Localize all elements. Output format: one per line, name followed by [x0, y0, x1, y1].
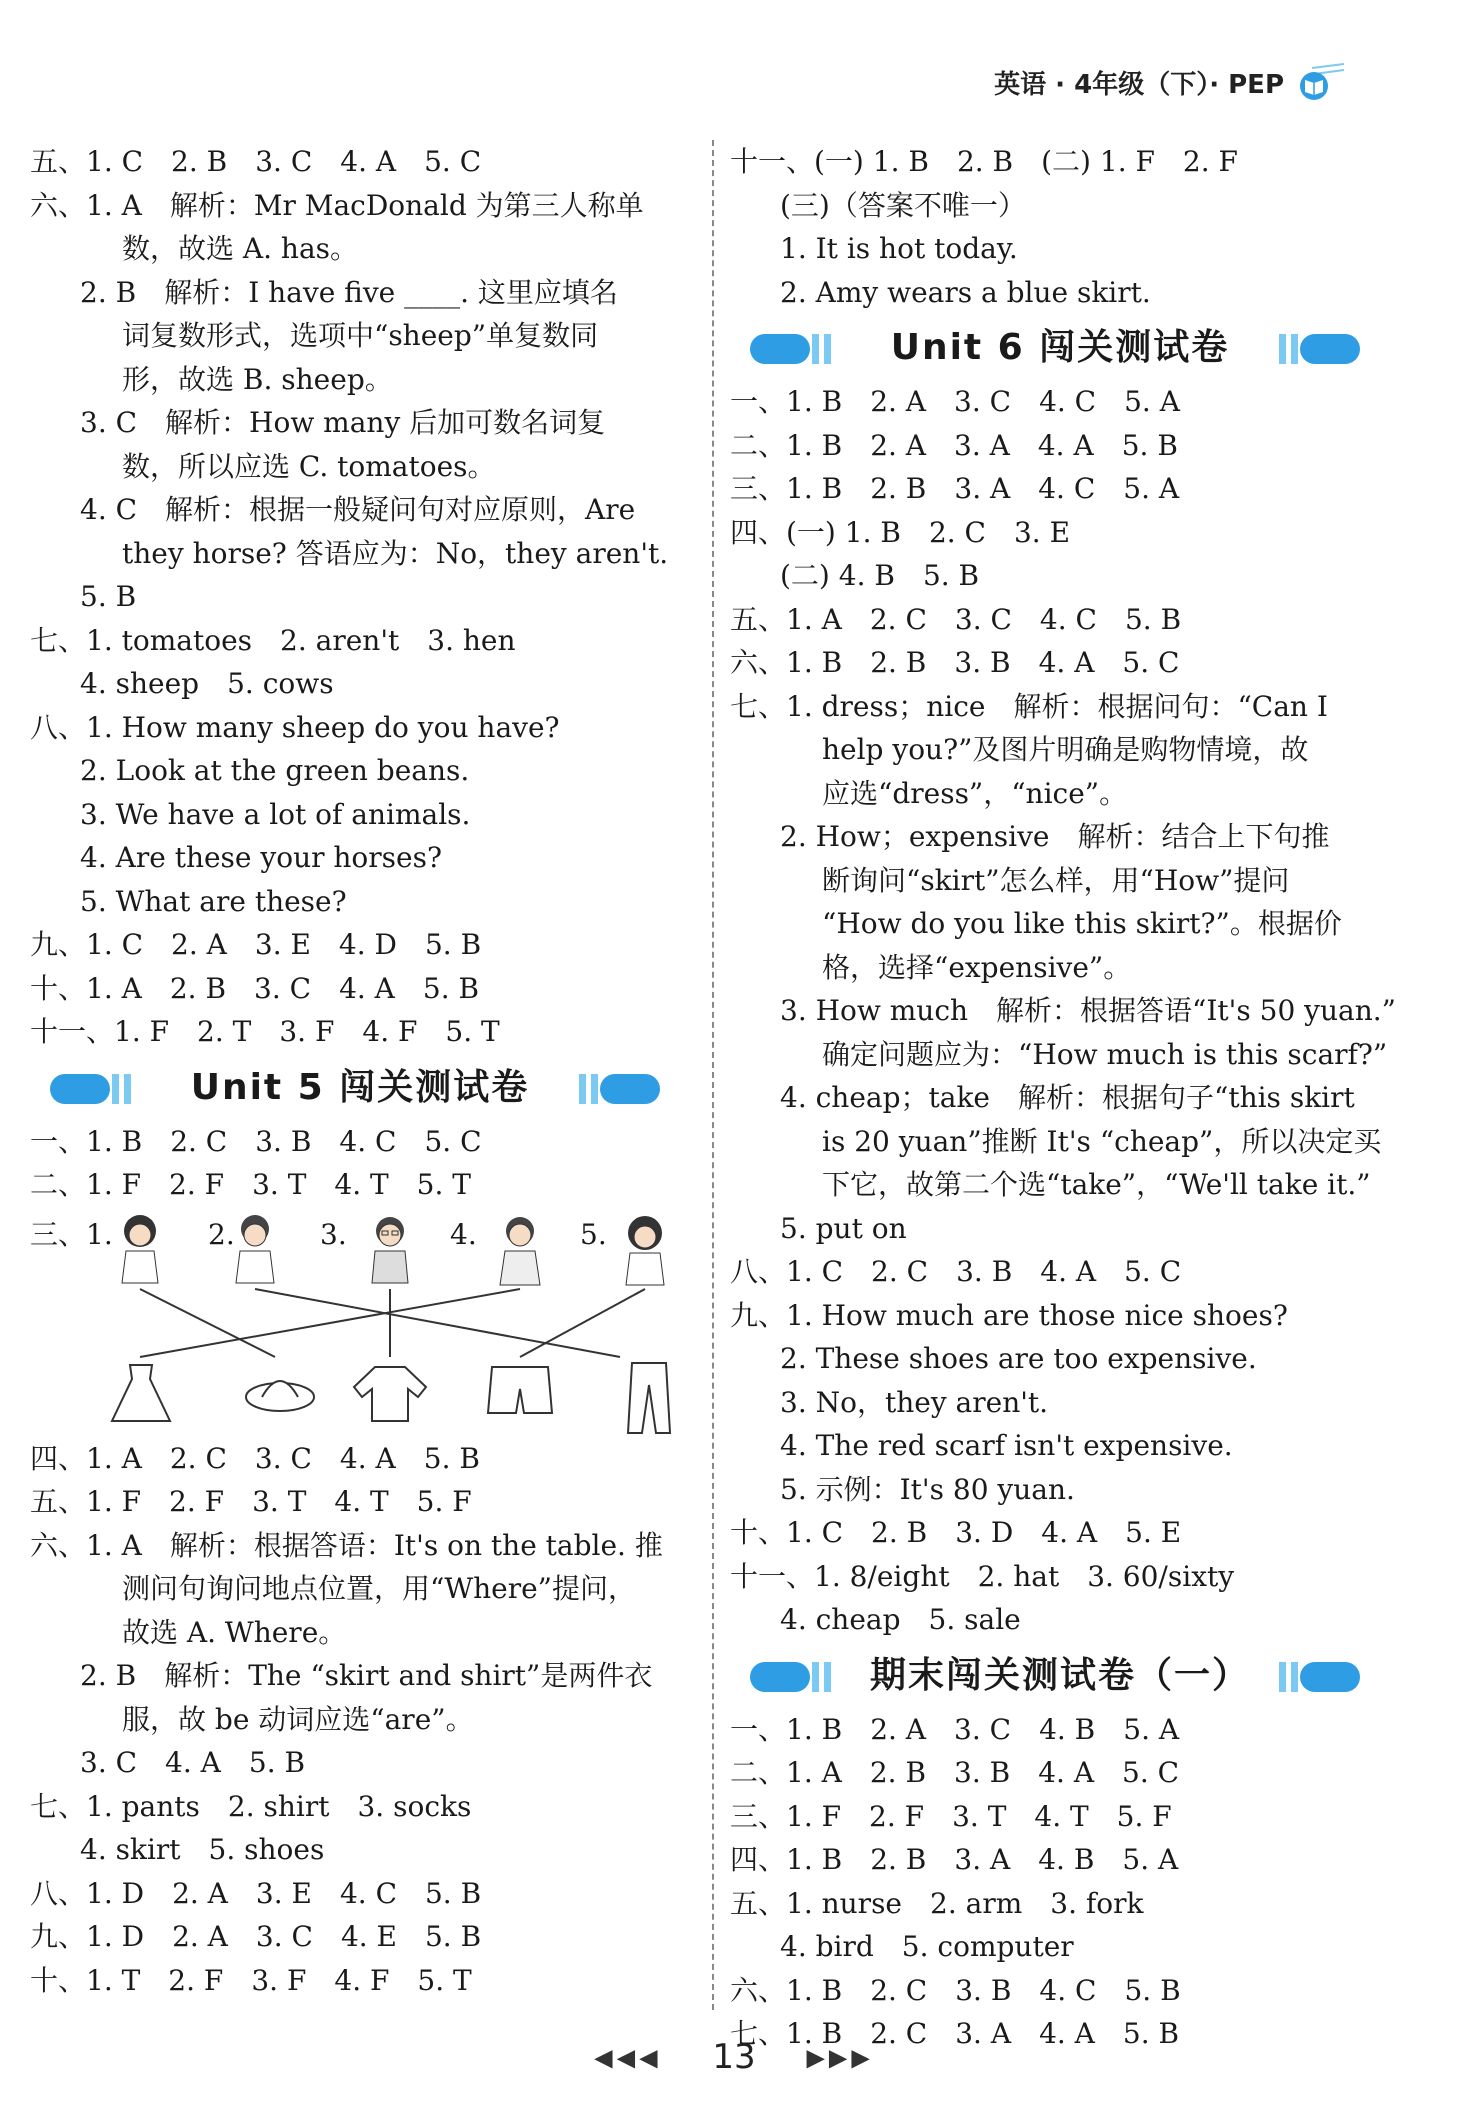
answer-line: 4. bird 5. computer: [780, 1930, 1074, 1963]
answer-line: 4. sheep 5. cows: [80, 667, 334, 700]
answer-line: 九、1. D 2. A 3. C 4. E 5. B: [30, 1920, 482, 1953]
answer-line: 三、1. F 2. F 3. T 4. T 5. F: [730, 1799, 1172, 1833]
answer-line: 四、1. A 2. C 3. C 4. A 5. B: [30, 1441, 480, 1475]
answer-line: 3. C 解析：How many 后加可数名词复: [80, 406, 606, 439]
shorts-icon: [488, 1367, 552, 1413]
answer-line: 六、1. A 解析：Mr MacDonald 为第三人称单: [30, 188, 644, 222]
answer-line: help you?”及图片明确是购物情境，故: [822, 733, 1309, 766]
answer-line: 下它，故第二个选“take”，“We'll take it.”: [822, 1168, 1371, 1201]
answer-line: 4. C 解析：根据一般疑问句对应原则，Are: [80, 493, 636, 526]
answer-line: 七、1. B 2. C 3. A 4. A 5. B: [730, 2017, 1180, 2050]
answer-line: 测问句询问地点位置，用“Where”提问，: [122, 1572, 636, 1605]
answer-line: 一、1. B 2. C 3. B 4. C 5. C: [30, 1124, 482, 1158]
matching-exercise: [30, 1207, 690, 1437]
answer-line: 五、1. F 2. F 3. T 4. T 5. F: [30, 1485, 472, 1518]
answer-line: 5. 示例：It's 80 yuan.: [780, 1472, 1075, 1506]
answer-line: 3. No，they aren't.: [780, 1385, 1049, 1419]
answer-line: 五、1. A 2. C 3. C 4. C 5. B: [730, 602, 1182, 636]
answer-line: 4. cheap 5. sale: [780, 1603, 1021, 1636]
answer-line: 4. The red scarf isn't expensive.: [780, 1429, 1233, 1462]
answer-line: 十、1. A 2. B 3. C 4. A 5. B: [30, 971, 480, 1005]
page-footer: [0, 2036, 1468, 2078]
answer-line: (二) 4. B 5. B: [780, 559, 980, 592]
answer-line: 八、1. How many sheep do you have?: [30, 710, 560, 744]
answer-line: 3. We have a lot of animals.: [80, 797, 471, 831]
answer-line: 八、1. C 2. C 3. B 4. A 5. C: [730, 1255, 1182, 1288]
match-number: 2.: [208, 1217, 235, 1251]
answer-line: 二、1. F 2. F 3. T 4. T 5. T: [30, 1168, 471, 1201]
answer-line: 4. skirt 5. shoes: [80, 1833, 325, 1866]
answer-line: 3. How much 解析：根据答语“It's 50 yuan.”: [780, 994, 1396, 1027]
answer-line: 3. C 4. A 5. B: [80, 1746, 306, 1779]
hat-icon: [246, 1381, 314, 1411]
page-header: [994, 62, 1346, 102]
answer-line: 2. These shoes are too expensive.: [780, 1342, 1257, 1375]
answer-line: 六、1. B 2. C 3. B 4. C 5. B: [730, 1973, 1181, 2007]
answer-line: 五、1. nurse 2. arm 3. fork: [730, 1886, 1144, 1920]
match-number: 4.: [450, 1217, 477, 1251]
final-exam-title: 期末闯关测试卷（一）: [869, 1654, 1250, 1696]
match-number: 三、1.: [30, 1217, 113, 1251]
answer-line: 七、1. pants 2. shirt 3. socks: [30, 1789, 472, 1823]
answer-line: 格，选择“expensive”。: [822, 950, 1132, 984]
answer-line: 四、1. B 2. B 3. A 4. B 5. A: [730, 1843, 1179, 1876]
answer-line: 十、1. T 2. F 3. F 4. F 5. T: [30, 1963, 472, 1997]
answer-line: 2. How；expensive 解析：结合上下句推: [780, 820, 1330, 853]
header-title: 英语 · 4年级（下）· PEP: [994, 69, 1284, 100]
answer-line: 六、1. B 2. B 3. B 4. A 5. C: [730, 646, 1180, 679]
answer-line: 5. B: [80, 580, 137, 613]
unit6-banner: [730, 320, 1390, 376]
answer-line: 十一、(一) 1. B 2. B (二) 1. F 2. F: [730, 145, 1238, 178]
answer-line: 断询问“skirt”怎么样，用“How”提问: [822, 863, 1290, 897]
answer-line: 2. Amy wears a blue skirt.: [780, 275, 1151, 309]
answer-line: 一、1. B 2. A 3. C 4. C 5. A: [730, 385, 1180, 418]
answer-line: 十、1. C 2. B 3. D 4. A 5. E: [730, 1516, 1182, 1549]
page-number: 13: [712, 2037, 756, 2077]
unit5-title: Unit 5 闯关测试卷: [190, 1066, 530, 1108]
answer-line: 五、1. C 2. B 3. C 4. A 5. C: [30, 145, 482, 178]
answer-line: 应选“dress”，“nice”。: [822, 776, 1128, 810]
answer-line: 七、1. dress；nice 解析：根据问句：“Can I: [730, 689, 1328, 723]
pants-icon: [628, 1363, 670, 1433]
answer-line: (三)（答案不唯一）: [780, 188, 1026, 222]
answer-line: 六、1. A 解析：根据答语：It's on the table. 推: [30, 1528, 663, 1562]
answer-line: is 20 yuan”推断 It's “cheap”，所以决定买: [822, 1124, 1382, 1158]
answer-line: 七、1. tomatoes 2. aren't 3. hen: [30, 623, 516, 657]
final-exam-banner: [730, 1648, 1390, 1704]
answer-line: 二、1. A 2. B 3. B 4. A 5. C: [730, 1756, 1180, 1789]
left-column: [30, 140, 690, 2002]
answer-line: they horse? 答语应为：No，they aren't.: [122, 536, 669, 570]
answer-line: 5. What are these?: [80, 884, 347, 918]
answer-line: 九、1. How much are those nice shoes?: [730, 1298, 1288, 1332]
answer-line: 确定问题应为：“How much is this scarf?”: [822, 1037, 1388, 1071]
girl-icon: [122, 1215, 158, 1283]
unit5-banner: [30, 1060, 690, 1116]
answer-line: 4. cheap；take 解析：根据句子“this skirt: [780, 1081, 1355, 1114]
answer-line: 数，所以应选 C. tomatoes。: [122, 449, 496, 483]
answer-line: 四、(一) 1. B 2. C 3. E: [730, 515, 1071, 549]
boy-glasses-icon: [372, 1217, 408, 1283]
answer-line: 1. It is hot today.: [780, 232, 1018, 265]
match-number: 3.: [320, 1217, 347, 1251]
unit6-title: Unit 6 闯关测试卷: [890, 327, 1230, 369]
matching-illustration: [30, 1207, 690, 1437]
answer-line: 一、1. B 2. A 3. C 4. B 5. A: [730, 1712, 1180, 1746]
book-icon: [1294, 62, 1346, 102]
dress-icon: [112, 1365, 170, 1421]
answer-line: “How do you like this skirt?”。根据价: [822, 907, 1342, 940]
answer-line: 4. Are these your horses?: [80, 841, 442, 874]
answer-line: 九、1. C 2. A 3. E 4. D 5. B: [30, 928, 482, 961]
boy-icon: [236, 1215, 274, 1283]
prev-arrows-icon: ◀◀◀: [594, 2043, 662, 2071]
answer-line: 十一、1. 8/eight 2. hat 3. 60/sixty: [730, 1559, 1235, 1593]
answer-line: 2. B 解析：The “skirt and shirt”是两件衣: [80, 1659, 653, 1692]
column-divider: [712, 140, 714, 2010]
match-number: 5.: [580, 1217, 607, 1251]
answer-line: 数，故选 A. has。: [122, 232, 359, 265]
answer-line: 5. put on: [780, 1211, 907, 1245]
sweater-icon: [354, 1367, 426, 1421]
answer-line: 2. Look at the green beans.: [80, 754, 470, 787]
answer-line: 十一、1. F 2. T 3. F 4. F 5. T: [30, 1015, 500, 1048]
answer-line: 服，故 be 动词应选“are”。: [122, 1702, 474, 1736]
answer-line: 三、1. B 2. B 3. A 4. C 5. A: [730, 472, 1180, 505]
girl-long-hair-icon: [626, 1216, 664, 1285]
girl-glasses-icon: [500, 1217, 540, 1285]
answer-line: 形，故选 B. sheep。: [122, 362, 393, 396]
answer-line: 词复数形式，选项中“sheep”单复数同: [122, 319, 599, 352]
next-arrows-icon: ▶▶▶: [806, 2043, 874, 2071]
answer-line: 二、1. B 2. A 3. A 4. A 5. B: [730, 428, 1178, 462]
answer-line: 故选 A. Where。: [122, 1615, 347, 1649]
answer-line: 2. B 解析：I have five ____. 这里应填名: [80, 275, 618, 309]
right-column: [730, 140, 1396, 2056]
answer-line: 八、1. D 2. A 3. E 4. C 5. B: [30, 1876, 482, 1910]
